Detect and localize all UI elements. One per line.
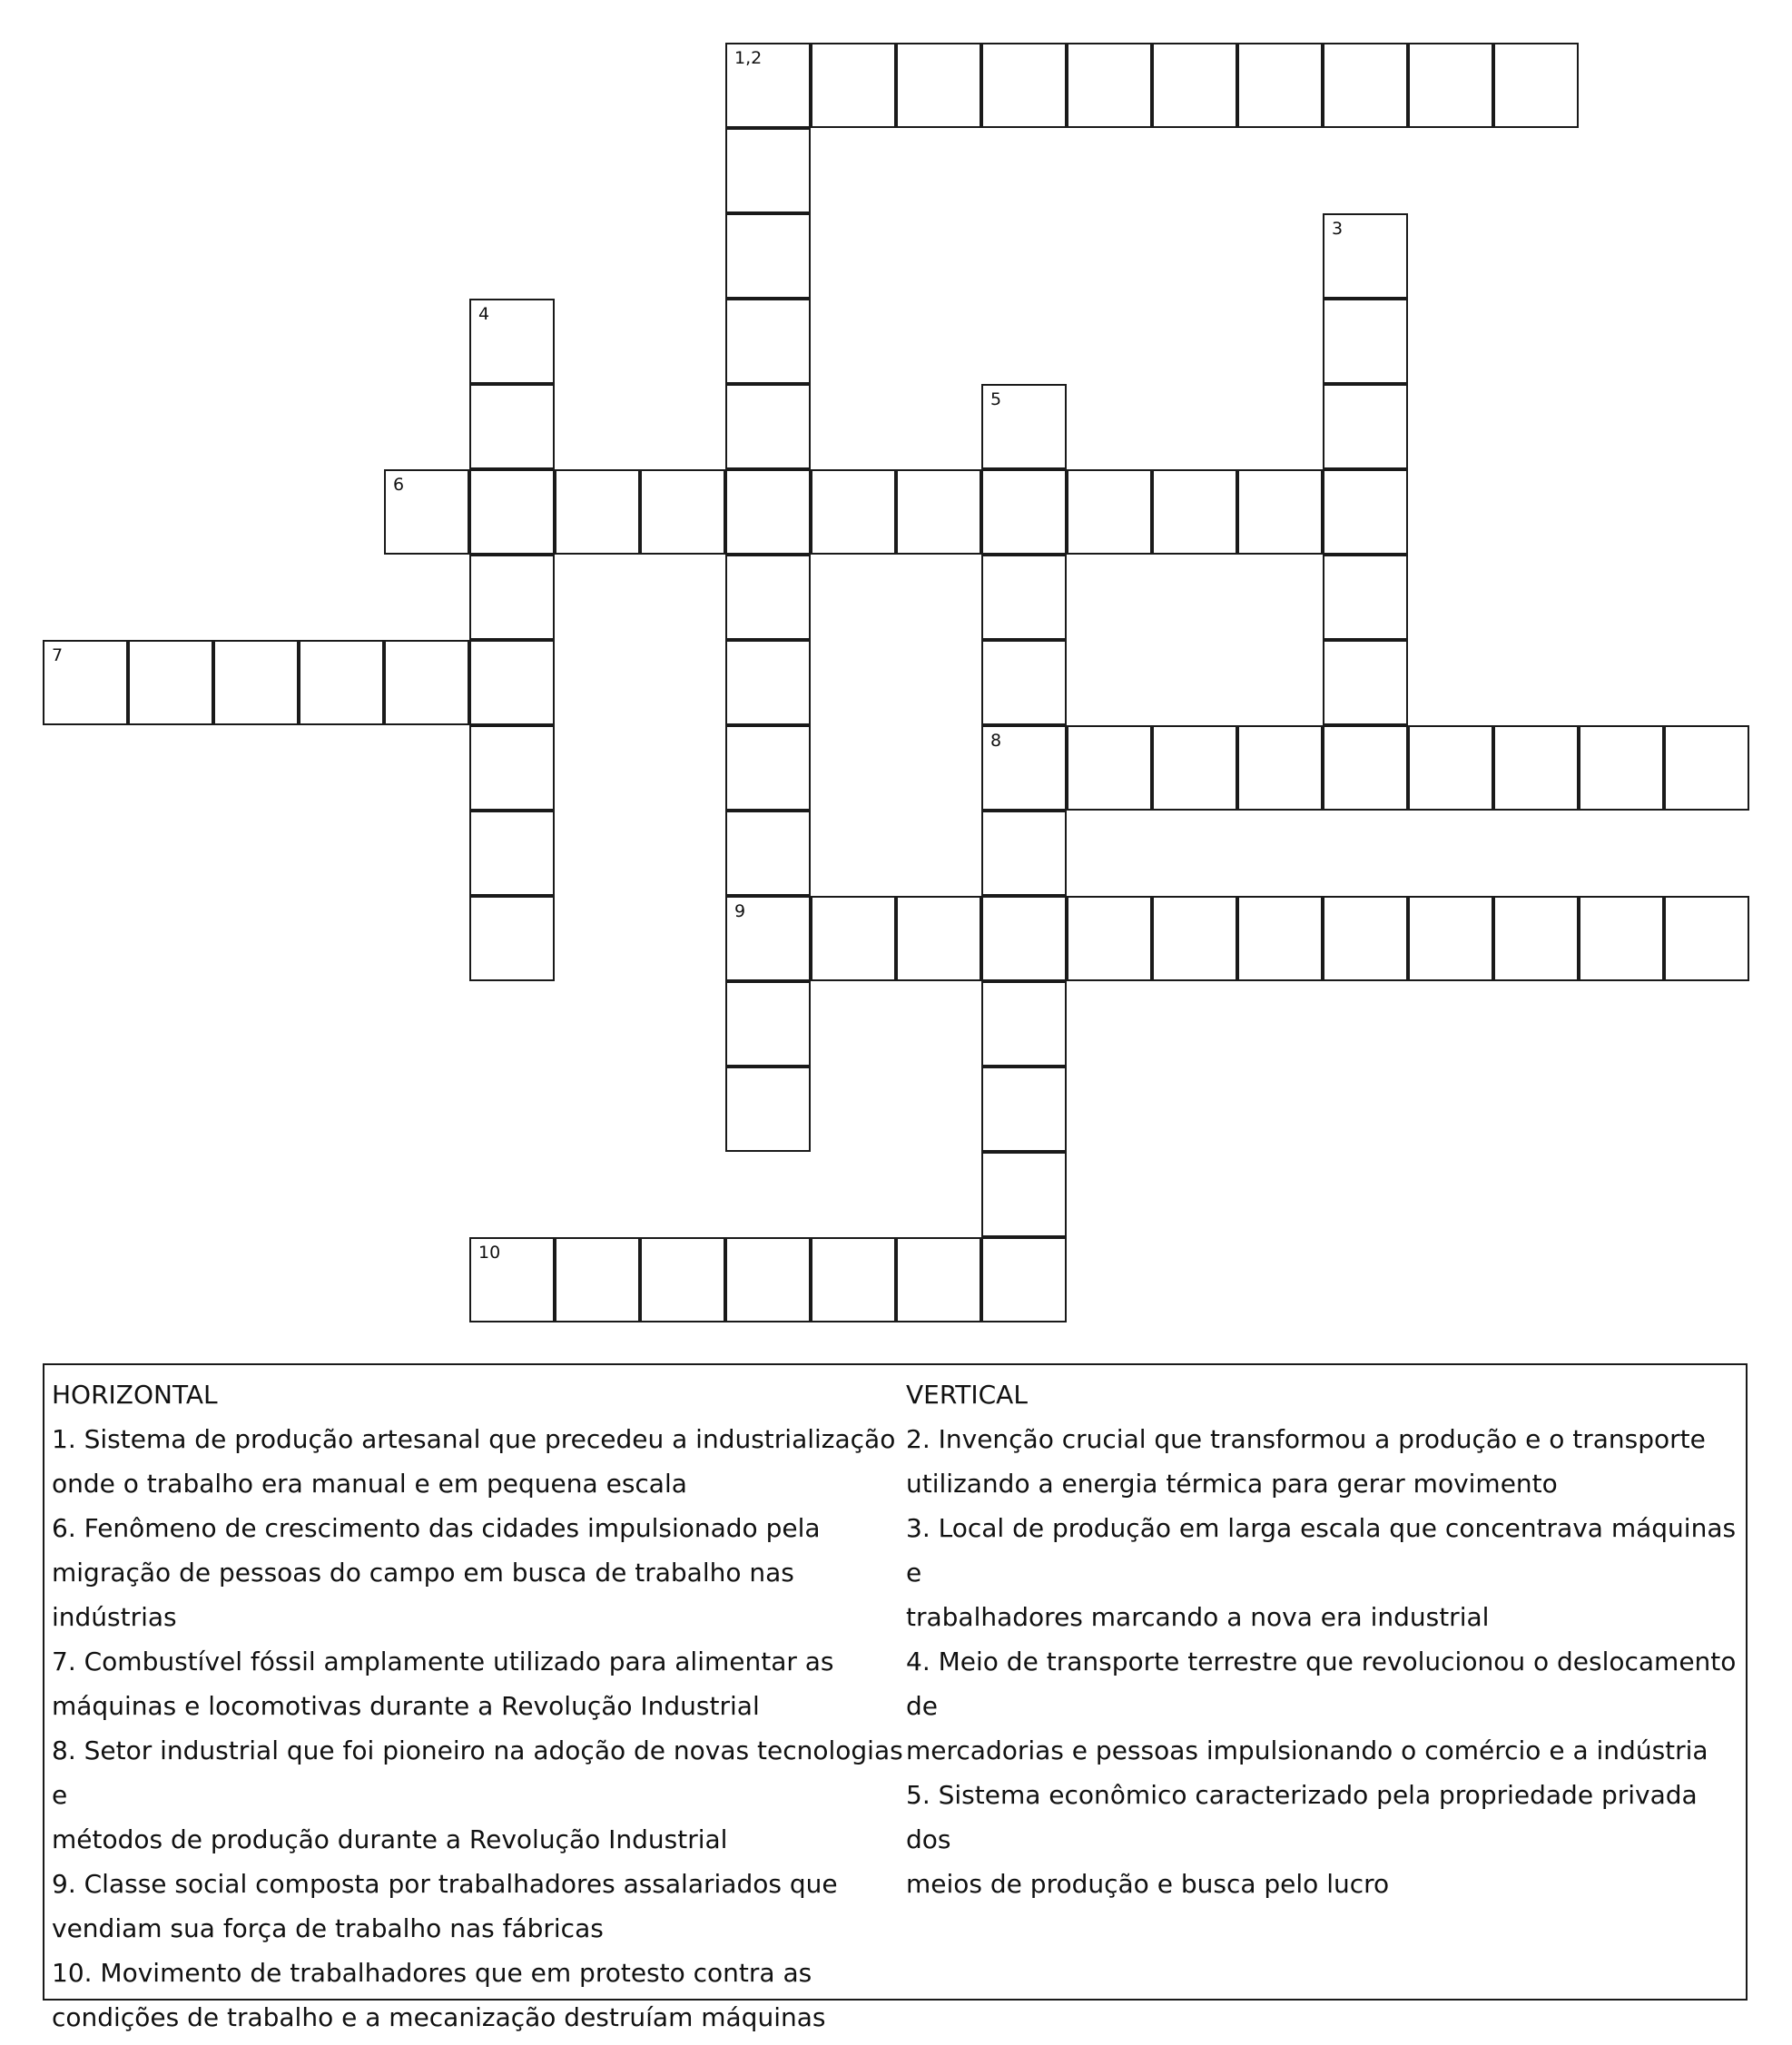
grid-cell[interactable] <box>981 640 1067 725</box>
grid-cell[interactable] <box>896 43 981 128</box>
grid-cell[interactable] <box>1493 43 1579 128</box>
grid-cell[interactable] <box>725 811 811 896</box>
grid-cell[interactable] <box>128 640 213 725</box>
grid-cell[interactable] <box>1408 725 1493 811</box>
grid-cell[interactable] <box>725 725 811 811</box>
clue-h-8: 8. Setor industrial que foi pioneiro na adoção de novas tecnologias e métodos de produção durante a Revolução Industrial <box>52 1735 903 1854</box>
grid-cell[interactable] <box>555 1237 640 1322</box>
horizontal-clues <box>52 1372 923 2040</box>
grid-cell[interactable] <box>1664 896 1749 981</box>
grid-cell[interactable] <box>725 640 811 725</box>
grid-cell[interactable] <box>725 128 811 213</box>
clues-panel <box>43 1363 1748 2032</box>
grid-cell[interactable] <box>384 469 469 555</box>
clue-h-9: 9. Classe social composta por trabalhadores assalariados que vendiam sua força de trabalho nas fábricas <box>52 1869 838 1943</box>
grid-cell[interactable] <box>469 725 555 811</box>
grid-cell[interactable] <box>981 555 1067 640</box>
grid-cell[interactable] <box>725 43 811 128</box>
grid-cell[interactable] <box>1237 896 1323 981</box>
grid-cell[interactable] <box>981 811 1067 896</box>
grid-cell[interactable] <box>1579 725 1664 811</box>
grid-cell[interactable] <box>981 1067 1067 1152</box>
grid-cell[interactable] <box>725 896 811 981</box>
grid-cell[interactable] <box>469 555 555 640</box>
clue-v-3: 3. Local de produção em larga escala que concentrava máquinas e trabalhadores marcando a nova era industrial <box>906 1513 1737 1632</box>
grid-cell[interactable] <box>981 469 1067 555</box>
grid-cell[interactable] <box>640 469 725 555</box>
grid-cell[interactable] <box>1237 725 1323 811</box>
clue-h-10: 10. Movimento de trabalhadores que em protesto contra as condições de trabalho e a mecanização destruíam máquinas <box>52 1958 826 2032</box>
grid-cell[interactable] <box>725 1067 811 1152</box>
clue-number: 8 <box>990 731 1002 751</box>
grid-cell[interactable] <box>640 1237 725 1322</box>
grid-cell[interactable] <box>811 469 896 555</box>
grid-cell[interactable] <box>1323 555 1408 640</box>
clue-v-2: 2. Invenção crucial que transformou a produção e o transporte utilizando a energia térmica para gerar movimento <box>906 1424 1706 1499</box>
clue-number: 3 <box>1332 219 1344 239</box>
grid-cell[interactable] <box>1664 725 1749 811</box>
vertical-clues <box>906 1372 1741 1906</box>
grid-cell[interactable] <box>896 469 981 555</box>
grid-cell[interactable] <box>1323 384 1408 469</box>
grid-cell[interactable] <box>896 896 981 981</box>
grid-cell[interactable] <box>1152 896 1237 981</box>
grid-cell[interactable] <box>555 469 640 555</box>
grid-cell[interactable] <box>1323 299 1408 384</box>
grid-cell[interactable] <box>981 896 1067 981</box>
clue-number: 10 <box>478 1243 501 1263</box>
clue-v-4: 4. Meio de transporte terrestre que revolucionou o deslocamento de mercadorias e pessoas impulsionando o comércio e a indústria <box>906 1647 1737 1765</box>
grid-cell[interactable] <box>725 1237 811 1322</box>
clue-v-5: 5. Sistema econômico caracterizado pela propriedade privada dos meios de produção e busca pelo lucro <box>906 1780 1698 1899</box>
grid-cell[interactable] <box>469 299 555 384</box>
clue-number: 9 <box>734 901 746 921</box>
grid-cell[interactable] <box>1323 43 1408 128</box>
grid-cell[interactable] <box>299 640 384 725</box>
clue-h-1: 1. Sistema de produção artesanal que precedeu a industrialização onde o trabalho era manual e em pequena escala <box>52 1424 896 1499</box>
grid-cell[interactable] <box>1408 43 1493 128</box>
grid-cell[interactable] <box>1323 213 1408 299</box>
grid-cell[interactable] <box>1152 469 1237 555</box>
grid-cell[interactable] <box>469 1237 555 1322</box>
grid-cell[interactable] <box>1237 43 1323 128</box>
grid-cell[interactable] <box>1408 896 1493 981</box>
grid-cell[interactable] <box>1493 725 1579 811</box>
grid-cell[interactable] <box>469 469 555 555</box>
clue-number: 1,2 <box>734 48 763 68</box>
grid-cell[interactable] <box>1152 725 1237 811</box>
grid-cell[interactable] <box>1493 896 1579 981</box>
grid-cell[interactable] <box>1323 469 1408 555</box>
grid-cell[interactable] <box>981 1237 1067 1322</box>
grid-cell[interactable] <box>469 811 555 896</box>
grid-cell[interactable] <box>469 640 555 725</box>
grid-cell[interactable] <box>896 1237 981 1322</box>
grid-cell[interactable] <box>811 1237 896 1322</box>
grid-cell[interactable] <box>1323 640 1408 725</box>
grid-cell[interactable] <box>725 981 811 1067</box>
grid-cell[interactable] <box>1067 43 1152 128</box>
grid-cell[interactable] <box>1067 725 1152 811</box>
grid-cell[interactable] <box>981 43 1067 128</box>
clue-h-7: 7. Combustível fóssil amplamente utilizado para alimentar as máquinas e locomotivas durante a Revolução Industrial <box>52 1647 834 1721</box>
clue-h-6: 6. Fenômeno de crescimento das cidades impulsionado pela migração de pessoas do campo em busca de trabalho nas indústrias <box>52 1513 821 1632</box>
grid-cell[interactable] <box>1323 725 1408 811</box>
grid-cell[interactable] <box>725 384 811 469</box>
grid-cell[interactable] <box>213 640 299 725</box>
grid-cell[interactable] <box>981 981 1067 1067</box>
grid-cell[interactable] <box>981 725 1067 811</box>
grid-cell[interactable] <box>981 1152 1067 1237</box>
grid-cell[interactable] <box>811 896 896 981</box>
grid-cell[interactable] <box>725 555 811 640</box>
grid-cell[interactable] <box>1237 469 1323 555</box>
grid-cell[interactable] <box>811 43 896 128</box>
grid-cell[interactable] <box>1152 43 1237 128</box>
clue-number: 7 <box>52 645 64 665</box>
grid-cell[interactable] <box>725 213 811 299</box>
clue-number: 5 <box>990 389 1002 409</box>
clue-number: 6 <box>393 475 405 495</box>
horizontal-heading: HORIZONTAL <box>52 1380 218 1410</box>
grid-cell[interactable] <box>1579 896 1664 981</box>
grid-cell[interactable] <box>469 384 555 469</box>
grid-cell[interactable] <box>1323 896 1408 981</box>
grid-cell[interactable] <box>725 299 811 384</box>
grid-cell[interactable] <box>981 384 1067 469</box>
grid-cell[interactable] <box>1067 896 1152 981</box>
clue-number: 4 <box>478 304 490 324</box>
grid-cell[interactable] <box>469 896 555 981</box>
grid-cell[interactable] <box>43 640 128 725</box>
grid-cell[interactable] <box>384 640 469 725</box>
grid-cell[interactable] <box>725 469 811 555</box>
vertical-heading: VERTICAL <box>906 1380 1028 1410</box>
grid-cell[interactable] <box>1067 469 1152 555</box>
